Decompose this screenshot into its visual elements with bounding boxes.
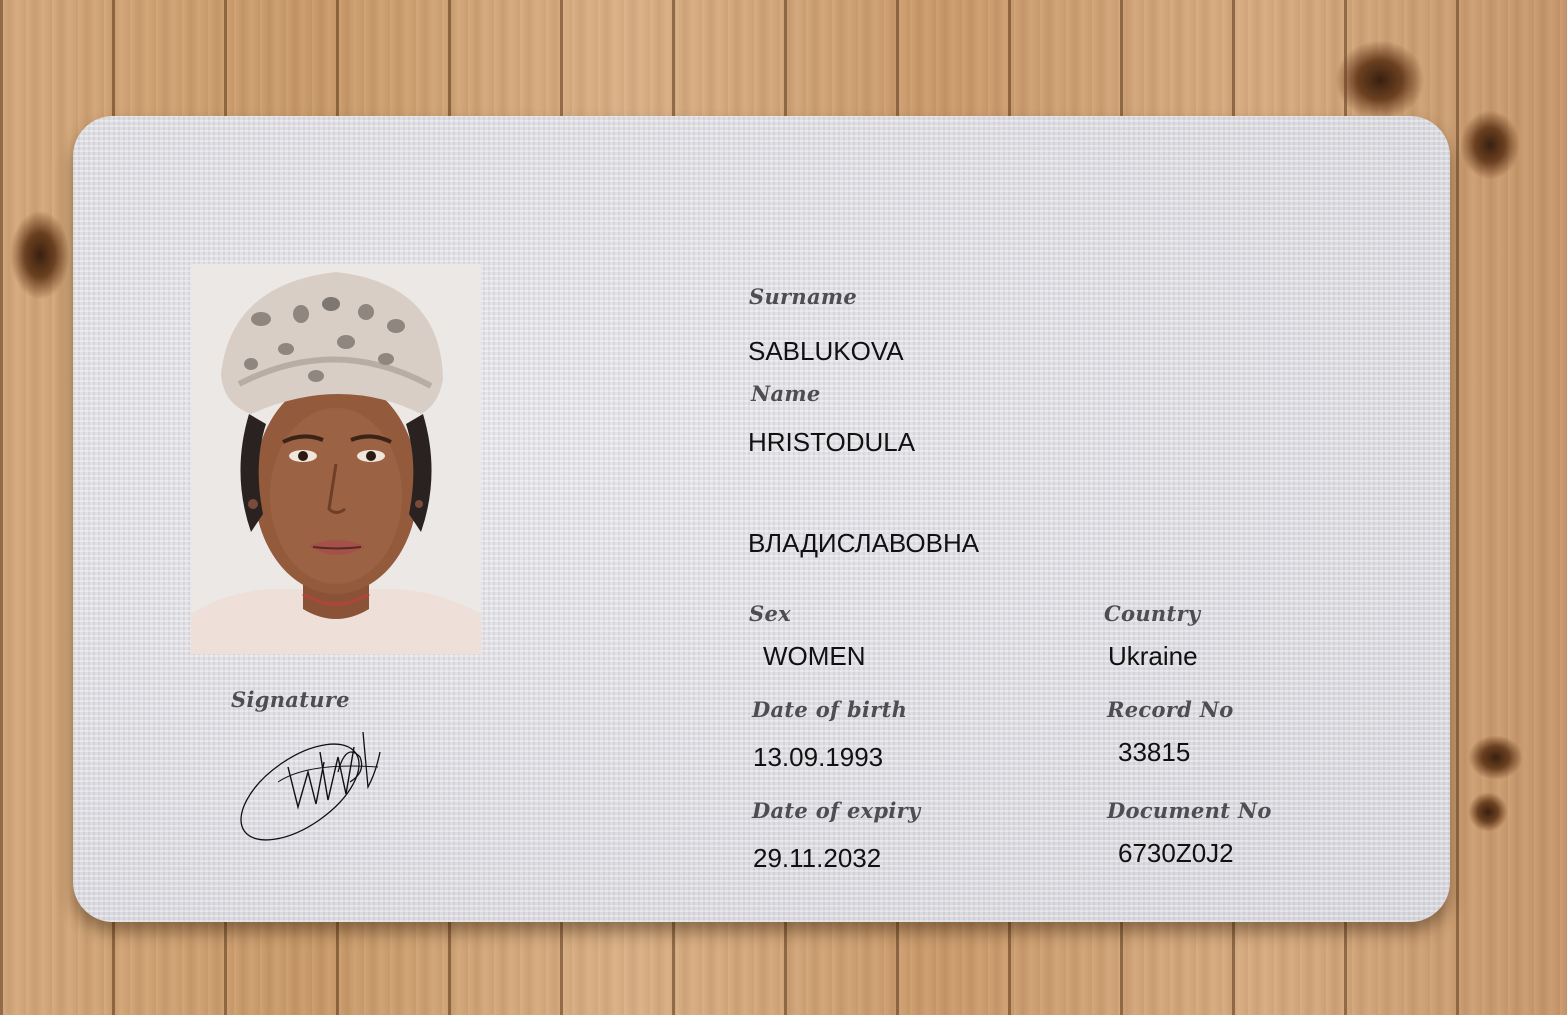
portrait-photo-icon bbox=[191, 264, 481, 654]
name-label: Name bbox=[751, 381, 821, 406]
country-label: Country bbox=[1104, 601, 1201, 626]
wood-knot bbox=[1335, 40, 1425, 120]
wood-knot bbox=[10, 210, 70, 300]
signature-icon bbox=[228, 712, 388, 852]
wood-knot bbox=[1460, 110, 1520, 180]
date-of-expiry-label: Date of expiry bbox=[752, 798, 921, 823]
date-of-expiry-value: 29.11.2032 bbox=[753, 843, 882, 873]
record-no-value: 33815 bbox=[1118, 737, 1191, 767]
id-card bbox=[73, 116, 1450, 922]
surname-value: SABLUKOVA bbox=[748, 336, 904, 366]
wood-knot bbox=[1468, 792, 1508, 832]
signature-label: Signature bbox=[231, 687, 350, 712]
document-no-label: Document No bbox=[1107, 798, 1272, 823]
portrait-photo bbox=[191, 264, 481, 654]
country-value: Ukraine bbox=[1108, 641, 1198, 671]
patronymic-value: ВЛАДИСЛАВОВНА bbox=[748, 528, 980, 558]
date-of-birth-label: Date of birth bbox=[752, 697, 908, 722]
name-value: HRISTODULA bbox=[748, 427, 916, 457]
document-no-value: 6730Z0J2 bbox=[1118, 838, 1234, 868]
record-no-label: Record No bbox=[1107, 697, 1234, 722]
sex-value: WOMEN bbox=[763, 641, 866, 671]
sex-label: Sex bbox=[749, 601, 791, 626]
surname-label: Surname bbox=[749, 284, 858, 309]
wood-knot bbox=[1468, 735, 1523, 780]
date-of-birth-value: 13.09.1993 bbox=[753, 742, 884, 772]
